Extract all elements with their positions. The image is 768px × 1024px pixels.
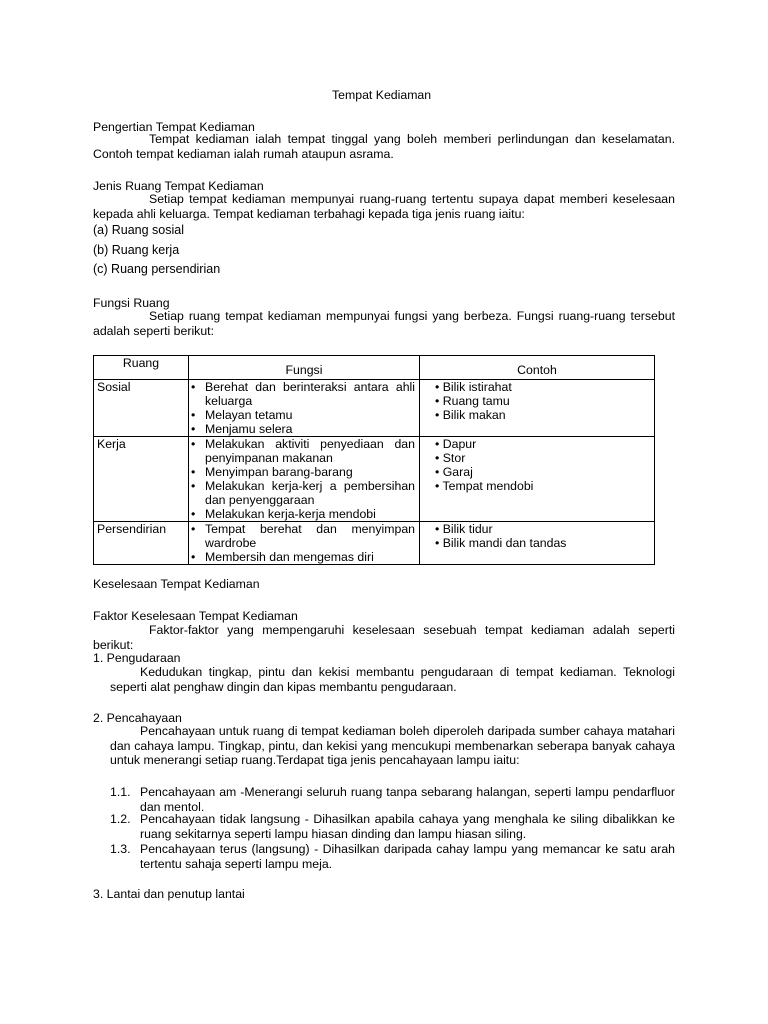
contoh-item: • Ruang tamu	[435, 394, 650, 408]
table-row	[94, 380, 655, 437]
heading-jenis-ruang: Jenis Ruang Tempat Kediaman	[93, 179, 264, 193]
contoh-item: • Bilik istirahat	[435, 380, 650, 394]
table-row	[94, 437, 655, 522]
contoh-item: • Bilik mandi dan tandas	[435, 536, 650, 550]
sub-item-text: Pencahayaan tidak langsung - Dihasilkan apabila cahaya yang menghala ke siling dibalikkan ke ruang sekitarnya seperti lampu hiasan dinding dan lampu hiasan siling.	[140, 812, 675, 841]
para-fungsi-ruang: Setiap ruang tempat kediaman mempunyai fungsi yang berbeza. Fungsi ruang-ruang tersebut adalah seperti berikut:	[93, 309, 675, 338]
heading-fungsi-ruang: Fungsi Ruang	[93, 296, 170, 310]
table-header-row	[94, 356, 655, 380]
para-jenis-ruang: Setiap tempat kediaman mempunyai ruang-ruang tertentu supaya dapat memberi keselesaan kepada ahli keluarga. Tempat kediaman terbahagi kepada tiga jenis ruang iaitu:	[93, 192, 675, 221]
contoh-item: • Stor	[435, 451, 650, 465]
cell-contoh	[420, 437, 655, 522]
contoh-item: • Dapur	[435, 437, 650, 451]
sub-item-text: Pencahayaan am -Menerangi seluruh ruang tanpa sebarang halangan, seperti lampu pendarfluor dan mentol.	[140, 785, 675, 814]
heading-pengertian: Pengertian Tempat Kediaman	[93, 120, 255, 134]
sub-item-number: 1.3.	[110, 842, 131, 856]
factor-pencahayaan-label: 2. Pencahayaan	[93, 711, 182, 725]
fungsi-item: • Menyimpan barang-barang	[205, 465, 415, 479]
factor-lantai-label: 3. Lantai dan penutup lantai	[93, 887, 245, 901]
contoh-item: • Bilik makan	[435, 408, 650, 422]
para-faktor-keselesaan: Faktor-faktor yang mempengaruhi keselesaan sesebuah tempat kediaman adalah seperti berikut:	[93, 623, 675, 652]
fungsi-item: • Melakukan kerja-kerja mendobi	[205, 507, 415, 521]
cell-fungsi	[189, 522, 420, 565]
cell-contoh	[420, 522, 655, 565]
fungsi-item: • Melakukan kerja-kerj a pembersihan dan penyenggaraan	[205, 479, 415, 507]
factor-pencahayaan-body: Pencahayaan untuk ruang di tempat kediaman boleh diperoleh daripada sumber cahaya matahari dan cahaya lampu. Tingkap, pintu, dan kekisi yang mencukupi membenarkan seberapa banyak cahaya untuk menerangi setiap ruang.Terdapat tiga jenis pencahayaan lampu iaitu:	[110, 724, 675, 768]
fungsi-ruang-table	[93, 355, 655, 565]
list-item-ruang-sosial: (a) Ruang sosial	[93, 223, 185, 237]
fungsi-item: • Tempat berehat dan menyimpan wardrobe	[205, 522, 415, 550]
header-fungsi: Fungsi	[189, 356, 420, 380]
table-row	[94, 522, 655, 565]
fungsi-item: • Membersih dan mengemas diri	[205, 550, 415, 564]
sub-item-text: Pencahayaan terus (langsung) - Dihasilkan daripada cahay lampu yang memancar ke satu arah tertentu sahaja seperti lampu meja.	[140, 842, 675, 871]
fungsi-item: • Berehat dan berinteraksi antara ahli keluarga	[205, 380, 415, 408]
cell-ruang: Sosial	[94, 380, 189, 437]
list-item-ruang-persendirian: (c) Ruang persendirian	[93, 262, 221, 276]
cell-fungsi	[189, 380, 420, 437]
cell-ruang: Persendirian	[94, 522, 189, 565]
cell-ruang: Kerja	[94, 437, 189, 522]
heading-keselesaan: Keselesaan Tempat Kediaman	[93, 577, 260, 591]
sub-item-number: 1.1.	[110, 785, 131, 799]
sub-item-number: 1.2.	[110, 812, 131, 826]
header-ruang: Ruang	[94, 356, 189, 380]
factor-pengudaraan-body: Kedudukan tingkap, pintu dan kekisi membantu pengudaraan di tempat kediaman. Teknologi seperti alat penghaw dingin dan kipas membantu pengudaraan.	[110, 665, 675, 694]
contoh-item: • Bilik tidur	[435, 522, 650, 536]
page-title: Tempat Kediaman	[332, 88, 432, 102]
list-item-ruang-kerja: (b) Ruang kerja	[93, 243, 180, 257]
factor-pengudaraan-label: 1. Pengudaraan	[93, 651, 181, 665]
fungsi-item: • Melakukan aktiviti penyediaan dan penyimpanan makanan	[205, 437, 415, 465]
cell-contoh	[420, 380, 655, 437]
header-contoh: Contoh	[420, 356, 655, 380]
contoh-item: • Tempat mendobi	[435, 479, 650, 493]
contoh-item: • Garaj	[435, 465, 650, 479]
fungsi-item: • Melayan tetamu	[205, 408, 415, 422]
para-pengertian: Tempat kediaman ialah tempat tinggal yang boleh memberi perlindungan dan keselamatan. Contoh tempat kediaman ialah rumah ataupun asrama.	[93, 132, 675, 161]
fungsi-item: • Menjamu selera	[205, 422, 415, 436]
cell-fungsi	[189, 437, 420, 522]
heading-faktor-keselesaan: Faktor Keselesaan Tempat Kediaman	[93, 609, 298, 623]
